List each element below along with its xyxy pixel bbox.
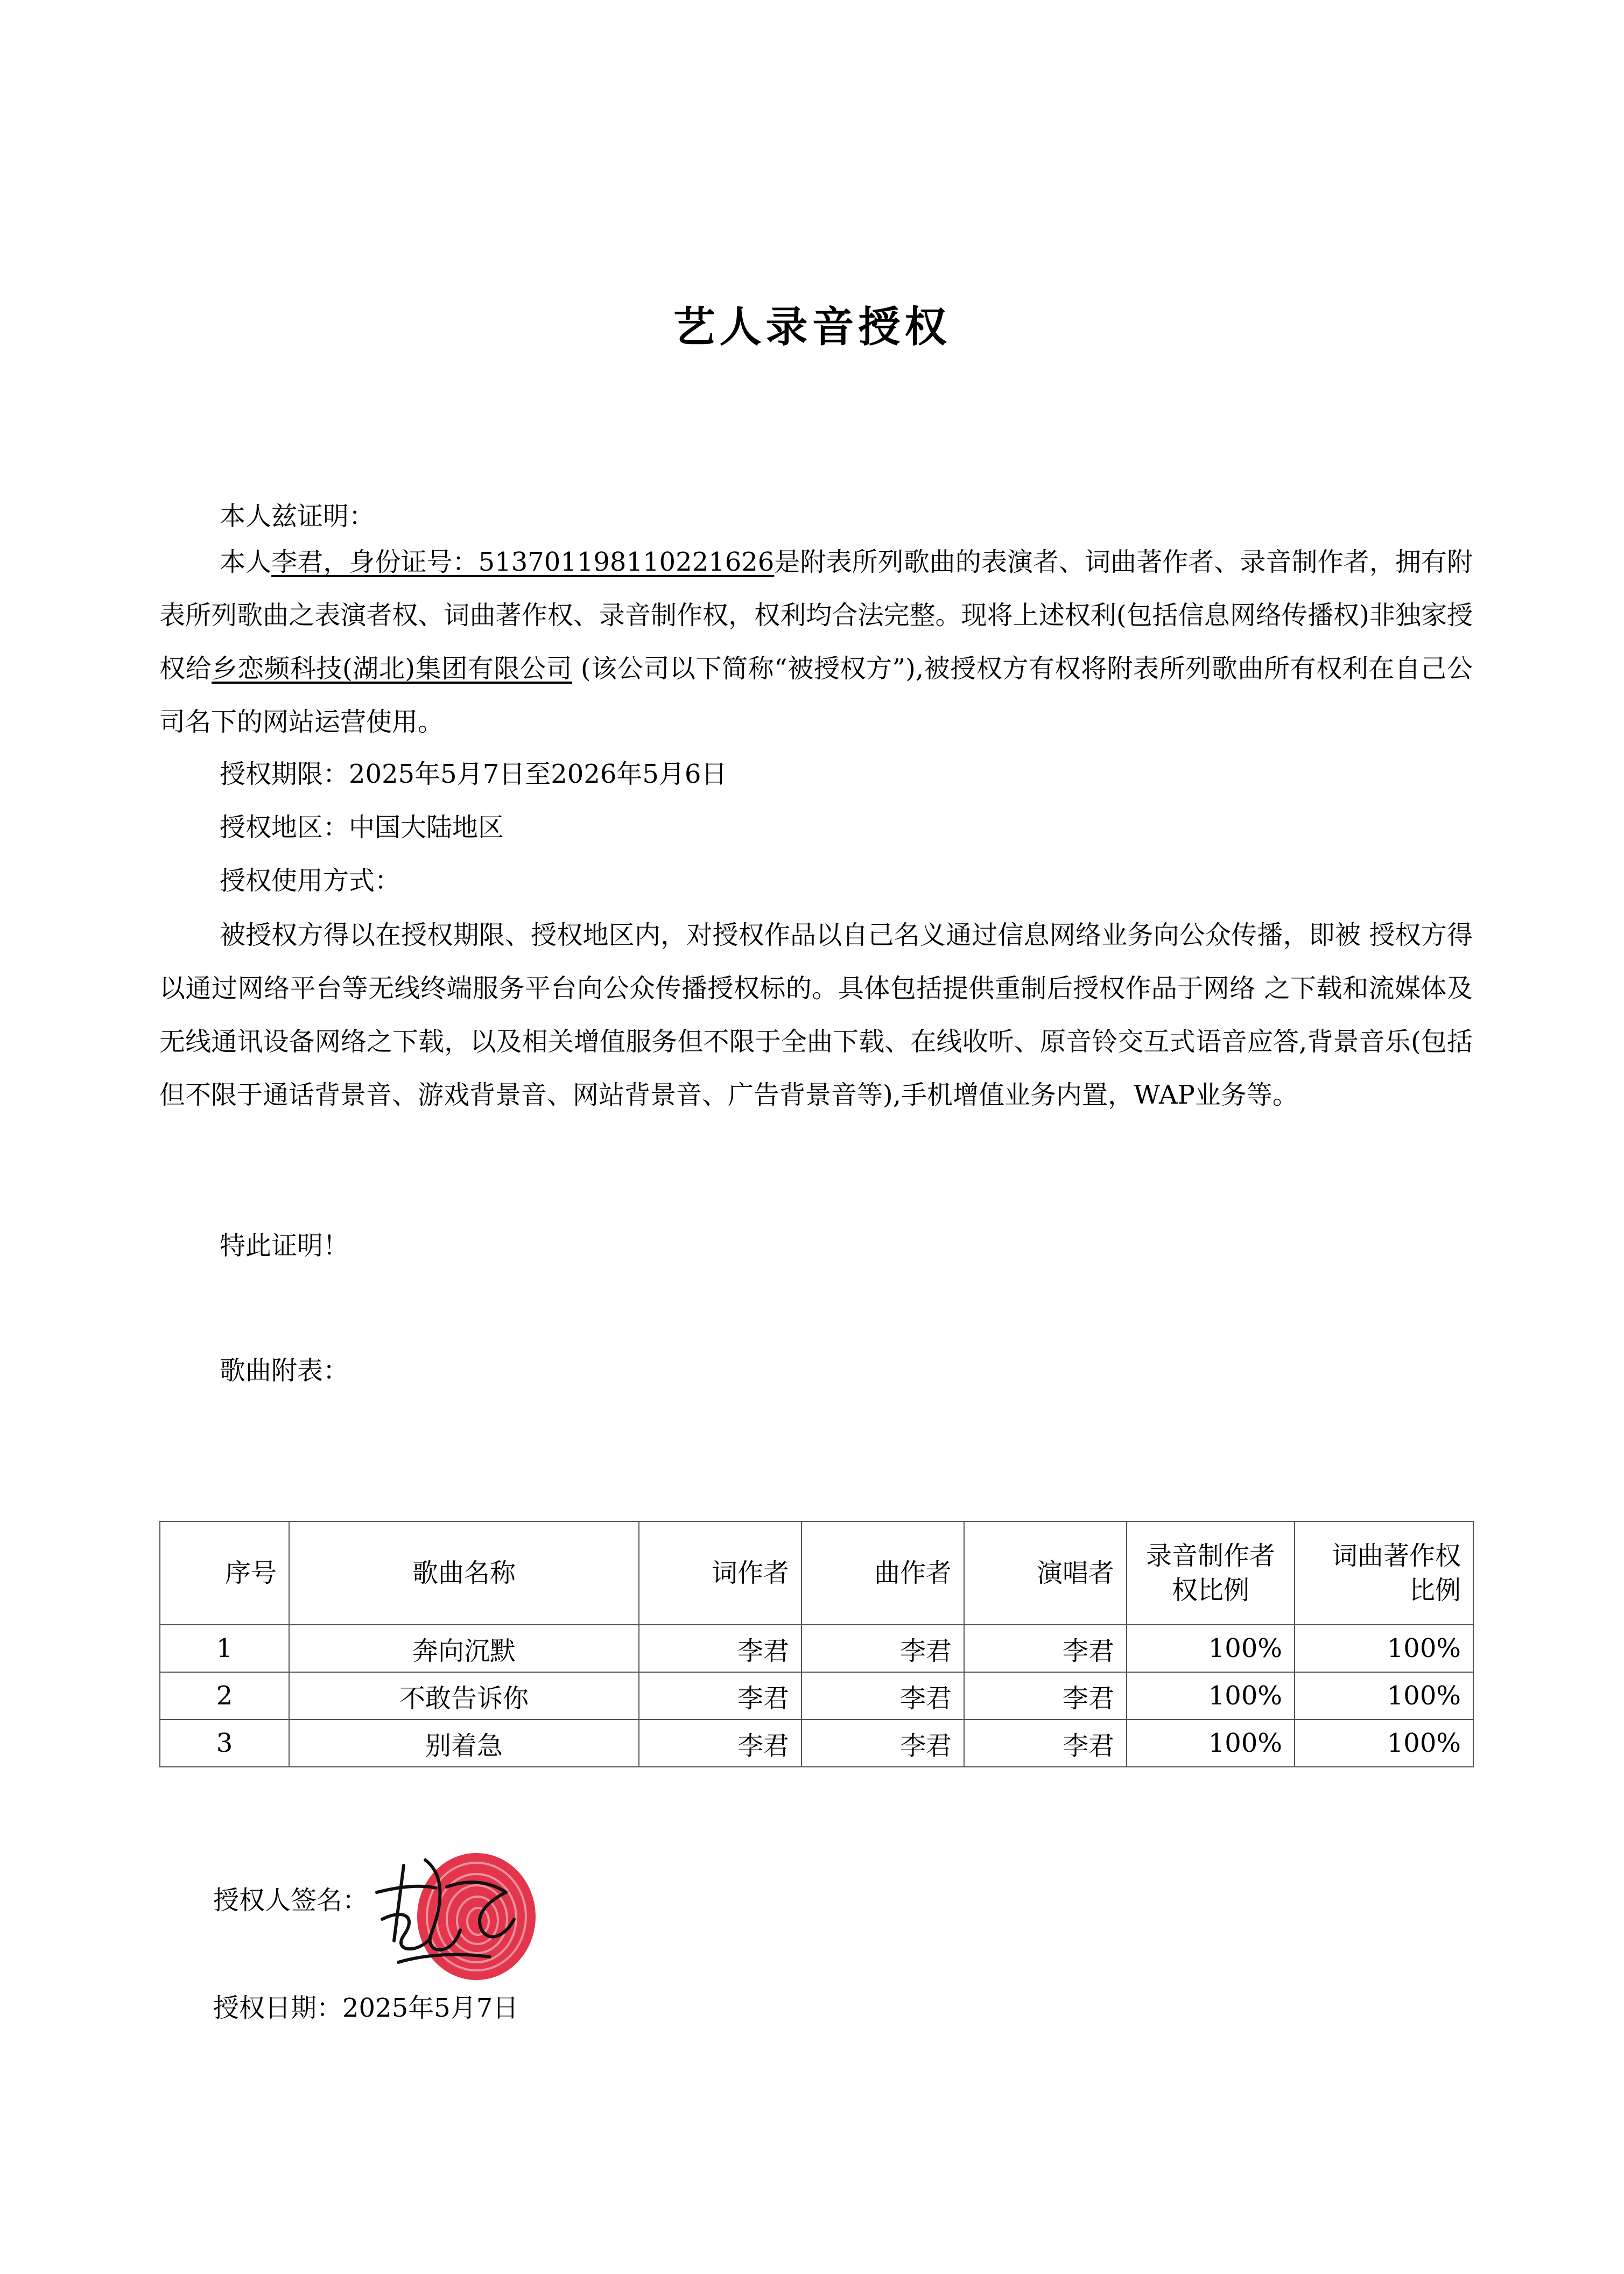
statement-paragraph	[159, 536, 1473, 749]
cell-copyright-share: 100%	[1295, 1719, 1473, 1767]
licensee-company: 乡恋频科技(湖北)集团有限公司	[212, 654, 573, 684]
cell-song-name: 别着急	[289, 1719, 639, 1767]
cell-song-name: 奔向沉默	[289, 1625, 639, 1672]
table-row	[160, 1672, 1473, 1719]
statement-lead: 本人	[220, 547, 272, 577]
header-recording-share: 录音制作者 权比例	[1127, 1521, 1295, 1625]
appendix-label: 歌曲附表：	[220, 1356, 349, 1386]
cell-index: 1	[160, 1625, 289, 1672]
cell-index: 3	[160, 1719, 289, 1767]
statement-rights: 是附表所列歌曲的表演者、词曲著作者、录音制作者，拥有附表所列歌曲之表演者权、词曲著作权、录音制作权，权利均合法完整。现将上述权利(包括信息网络传播权)非独家授权给	[159, 547, 1473, 684]
table-header-row	[160, 1521, 1473, 1625]
cell-performer: 李君	[964, 1672, 1127, 1719]
usage-label: 授权使用方式：	[220, 866, 401, 896]
cell-recording-share: 100%	[1127, 1719, 1295, 1767]
signature-fingerprint-image	[366, 1828, 560, 1995]
cell-lyricist: 李君	[639, 1672, 802, 1719]
cell-composer: 李君	[802, 1672, 964, 1719]
authorizer-name-id: 李君，身份证号：513701198110221626	[271, 547, 775, 577]
cell-lyricist: 李君	[639, 1625, 802, 1672]
usage-paragraph: 被授权方得以在授权期限、授权地区内，对授权作品以自己名义通过信息网络业务向公众传播，即被 授权方得以通过网络平台等无线终端服务平台向公众传播授权标的。具体包括提供重制后授权作品于网络 之下载和流媒体及无线通讯设备网络之下载，以及相关增值服务但不限于全曲下载、在线收听、原音铃交互式语音应答,背景音乐(包括但不限于通话背景音、游戏背景音、网站背景音、广告背景音等),手机增值业务内置，WAP业务等。	[159, 920, 1473, 1110]
authorization-region: 授权地区：中国大陆地区	[220, 812, 504, 843]
header-copyright-share: 词曲著作权 比例	[1295, 1521, 1473, 1625]
cell-composer: 李君	[802, 1625, 964, 1672]
cell-performer: 李君	[964, 1625, 1127, 1672]
cell-composer: 李君	[802, 1719, 964, 1767]
table-row	[160, 1625, 1473, 1672]
header-song-name: 歌曲名称	[289, 1521, 639, 1625]
intro-line: 本人兹证明：	[220, 501, 375, 531]
authorization-period: 授权期限：2025年5月7日至2026年5月6日	[220, 759, 727, 789]
signature-label: 授权人签名：	[213, 1885, 369, 1915]
header-index: 序号	[160, 1521, 289, 1625]
cell-index: 2	[160, 1672, 289, 1719]
cell-lyricist: 李君	[639, 1719, 802, 1767]
cell-recording-share: 100%	[1127, 1625, 1295, 1672]
document-title: 艺人录音授权	[673, 303, 951, 352]
table-row	[160, 1719, 1473, 1767]
header-performer: 演唱者	[964, 1521, 1127, 1625]
authorization-date: 授权日期：2025年5月7日	[213, 1993, 519, 2023]
cell-copyright-share: 100%	[1295, 1625, 1473, 1672]
cell-song-name: 不敢告诉你	[289, 1672, 639, 1719]
closing-statement: 特此证明！	[220, 1231, 349, 1261]
cell-recording-share: 100%	[1127, 1672, 1295, 1719]
header-lyricist: 词作者	[639, 1521, 802, 1625]
cell-performer: 李君	[964, 1719, 1127, 1767]
cell-copyright-share: 100%	[1295, 1672, 1473, 1719]
header-composer: 曲作者	[802, 1521, 964, 1625]
statement-usage: (该公司以下简称“被授权方”),被授权方有权将附表所列歌曲所有权利在自己公司名下的网站运营使用。	[159, 654, 1473, 737]
song-table	[159, 1521, 1474, 1767]
